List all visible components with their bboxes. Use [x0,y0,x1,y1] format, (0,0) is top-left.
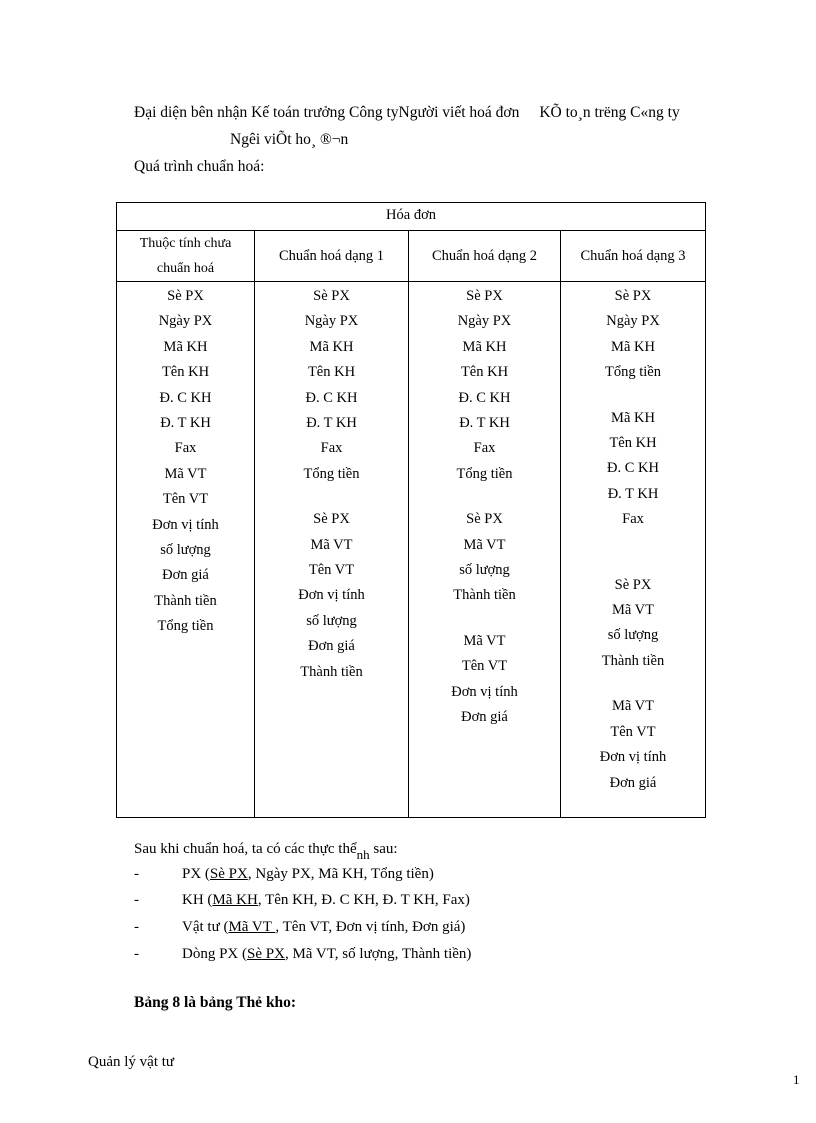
table-cell-item: Mã VT [463,632,506,649]
signature-line [134,104,680,122]
header-2nf: Chuẩn hoá dạng 2 [409,231,561,282]
table-cell-item: Sè PX [614,576,652,593]
table-cell-item: Tổng tiền [303,465,360,482]
table-cell-item: Tổng tiền [605,364,661,381]
table-cell-item: Fax [174,440,197,457]
table-cell-item: Mã VT [611,602,655,619]
table-cell-item: Sè PX [167,288,204,304]
table-cell-item: số lượng [607,627,659,644]
table-cell-item: Đ. T KH [306,415,357,432]
table-cell-item: Tên KH [609,435,657,452]
header-unnormalized: Thuộc tính chưa chuẩn hoá [117,231,255,282]
table-cell-item: số lượng [160,542,211,559]
table-cell-item: số lượng [306,612,357,629]
table-cell-item: Tổng tiền [456,465,513,482]
invoice-table [116,202,706,818]
table-cell-item: Đơn vị tính [152,516,219,533]
col-3nf [561,282,706,818]
table-cell-item: Đ. C KH [607,460,659,477]
table-cell-item: Fax [473,440,496,457]
page-number: 1 [793,1072,800,1087]
table-cell-item: Tên VT [461,658,508,675]
table-cell-item: Đơn giá [162,567,209,584]
table-cell-item: Mã KH [611,409,655,426]
table-cell-item: số lượng [459,562,510,579]
table-cell-item: Tên VT [610,723,656,740]
table-cell-item: Tên VT [162,491,209,508]
table-cell-item: Mã KH [462,338,507,355]
table-cell-item: Mã KH [611,338,655,355]
table-cell-item: Mã KH [163,338,208,355]
entity-row: - PX (Sè PX, Ngày PX, Mã KH, Tổng tiền) [134,866,434,882]
table-cell-item: Đ. C KH [458,389,511,406]
table-cell-item: Mã VT [463,536,506,553]
table-cell-item: Fax [320,440,343,457]
table-cell-item: Tên KH [460,364,509,381]
table-cell-item: Đơn vị tính [599,749,667,766]
table-title: Hóa đơn [117,203,706,231]
after-normalization-text: Sau khi chuẩn hoá, ta có các thực thểnh sau: [134,841,398,862]
table-cell-item: Đơn giá [609,774,657,791]
table-cell-item: Đơn vị tính [298,587,365,604]
table-cell-item: Sè PX [466,288,503,304]
table-cell-item: Đ. T KH [160,415,211,432]
table-cell-item: Đ. T KH [459,415,510,432]
table-cell-item: Tên KH [161,364,210,381]
col-1nf [255,282,409,818]
table-cell-item: Tổng tiền [157,618,214,635]
table-cell-item: Đơn giá [308,638,355,655]
signature-line-2: Ngêi viÕt ho¸ ®¬n [230,131,349,148]
entity-row: - Vật tư (Mã VT , Tên VT, Đơn vị tính, Đơn giá) [134,919,466,935]
table-cell-item: Mã VT [611,698,655,715]
entity-row: - KH (Mã KH, Tên KH, Đ. C KH, Đ. T KH, Fax) [134,892,470,908]
entity-row: - Dòng PX (Sè PX, Mã VT, số lượng, Thành tiền) [134,946,472,962]
table-cell-item: Mã KH [309,338,354,355]
header-1nf: Chuẩn hoá dạng 1 [255,231,409,282]
table-cell-item: Fax [622,511,644,528]
table-cell-item: Đ. C KH [159,389,212,406]
footer-title: Quản lý vật tư [88,1054,175,1070]
table-cell-item: Thành tiền [601,652,665,669]
table-cell-item: Tên KH [307,364,356,381]
signature-text-2: KÕ to¸n trëng C«ng ty [539,104,680,121]
table-cell-item: Ngày PX [457,313,512,330]
process-title: Quá trình chuẩn hoá: [134,158,265,175]
table-cell-item: Ngày PX [304,313,359,330]
table-cell-item: Thành tiền [300,663,363,680]
table-cell-item: Mã VT [310,536,353,553]
table-cell-item: Ngày PX [606,313,660,330]
table-cell-item: Ngày PX [158,313,213,330]
table-cell-item: Sè PX [313,511,350,528]
signature-text-1: Đại diện bên nhận Kế toán trưởng Công tyNgười viết hoá đơn [134,104,520,121]
table-cell-item: Tên VT [308,562,355,579]
table-cell-item: Thành tiền [453,587,516,604]
table-cell-item: Đơn giá [461,709,508,726]
table-cell-item: Đ. T KH [607,485,659,502]
col-unnormalized [117,282,255,818]
table-8-heading: Bảng 8 là bảng Thẻ kho: [134,994,297,1011]
col-2nf [409,282,561,818]
table-cell-item: Thành tiền [154,592,217,609]
table-cell-item: Sè PX [313,288,350,304]
header-3nf: Chuẩn hoá dạng 3 [561,231,706,282]
table-cell-item: Mã VT [164,465,207,482]
table-cell-item: Sè PX [466,511,503,528]
table-cell-item: Đ. C KH [305,389,358,406]
table-cell-item: Đơn vị tính [451,683,518,700]
table-cell-item: Sè PX [614,288,652,304]
